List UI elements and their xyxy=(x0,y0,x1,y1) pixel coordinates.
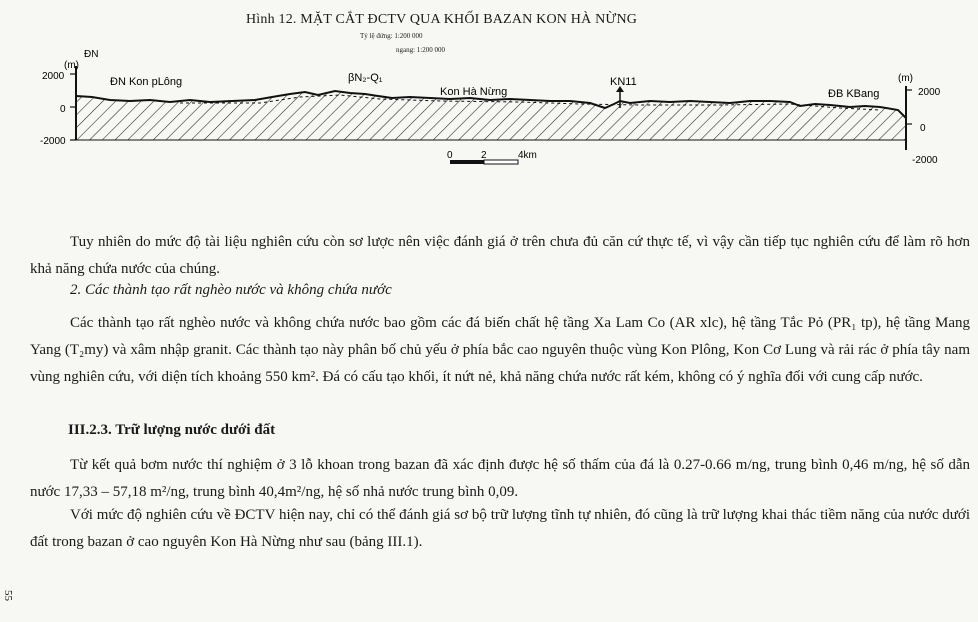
left-tick-0: 0 xyxy=(60,104,66,115)
left-tick-minus2000: -2000 xyxy=(40,136,66,147)
scale-vertical: Tỷ lệ đứng: 1:200 000 xyxy=(360,32,423,40)
scale-horizontal: ngang: 1:200 000 xyxy=(396,46,445,54)
right-axis-unit: (m) xyxy=(898,73,913,84)
paragraph-3 xyxy=(30,452,970,506)
left-axis-top-label: ĐN xyxy=(84,49,99,60)
label-kbang: ĐB KBang xyxy=(828,88,880,100)
paragraph-4 xyxy=(30,502,970,556)
paragraph-3-text: Từ kết quả bơm nước thí nghiệm ở 3 lỗ khoan trong bazan đã xác định được hệ số thấm của đá là 0.27-0.66 m/ng, trung bình 0,46 m/ng, hệ số dẫn nước 17,33 – 57,18 m²/ng, trung bình 40,4m²/ng, hệ số nhả nước trung bình 0,09. xyxy=(30,457,970,500)
page-number: 55 xyxy=(2,590,14,601)
label-basalt: βN₂-Q₁ xyxy=(348,72,383,84)
paragraph-4-text: Với mức độ nghiên cứu về ĐCTV hiện nay, chỉ có thể đánh giá sơ bộ trữ lượng tĩnh tự nhiên, đó cũng là trữ lượng khai thác tiềm năng của nước dưới đất trong bazan ở cao nguyên Kon Hà Nừng như sau (bảng III.1). xyxy=(30,507,970,550)
right-tick-2000: 2000 xyxy=(918,87,941,98)
cross-section-figure xyxy=(0,0,978,200)
paragraph-2-text: Các thành tạo rất nghèo nước và không chứa nước bao gồm các đá biến chất hệ tầng Xa Lam Co (AR xlc), hệ tầng Tắc Pỏ (PR₁ tp), hệ tầng Mang Yang (T₂my) và xâm nhập granit. Các thành tạo này phân bố chủ yếu ở phía bắc cao nguyên thuộc vùng Kon Plông, Kon Cơ Lung và rải rác ở phía tây nam vùng nghiên cứu, với diện tích khoảng 550 km². Đá có cấu tạo khối, ít nứt nẻ, khả năng chứa nước rất kém, không có ý nghĩa đối với cung cấp nước. xyxy=(30,315,970,385)
terrain-profile xyxy=(76,91,906,140)
right-tick-0: 0 xyxy=(920,123,926,134)
label-kon-plong: ĐN Kon pLông xyxy=(110,76,183,88)
paragraph-1 xyxy=(30,229,970,283)
scale-bar-2: 2 xyxy=(481,150,487,161)
right-tick-minus2000: -2000 xyxy=(912,155,938,166)
scale-bar-0: 0 xyxy=(447,150,453,161)
left-tick-2000: 2000 xyxy=(42,71,65,82)
label-kn11: KN11 xyxy=(610,76,637,88)
left-axis-unit: (m) xyxy=(64,60,79,71)
scale-bar xyxy=(447,150,537,164)
figure-title: Hình 12. MẶT CẮT ĐCTV QUA KHỐI BAZAN KON HÀ NỪNG xyxy=(246,12,638,27)
label-kon-ha-nung: Kon Hà Nừng xyxy=(440,86,508,98)
section-heading-2: 2. Các thành tạo rất nghèo nước và không chứa nước xyxy=(70,282,392,298)
section-heading-iii-2-3: III.2.3. Trữ lượng nước dưới đất xyxy=(68,422,276,438)
paragraph-2 xyxy=(30,310,970,391)
paragraph-1-text: Tuy nhiên do mức độ tài liệu nghiên cứu còn sơ lược nên việc đánh giá ở trên chưa đủ căn cứ thực tế, vì vậy cần tiếp tục nghiên cứu để làm rõ hơn khả năng chứa nước của chúng. xyxy=(30,234,970,277)
scale-bar-4km: 4km xyxy=(518,150,537,161)
